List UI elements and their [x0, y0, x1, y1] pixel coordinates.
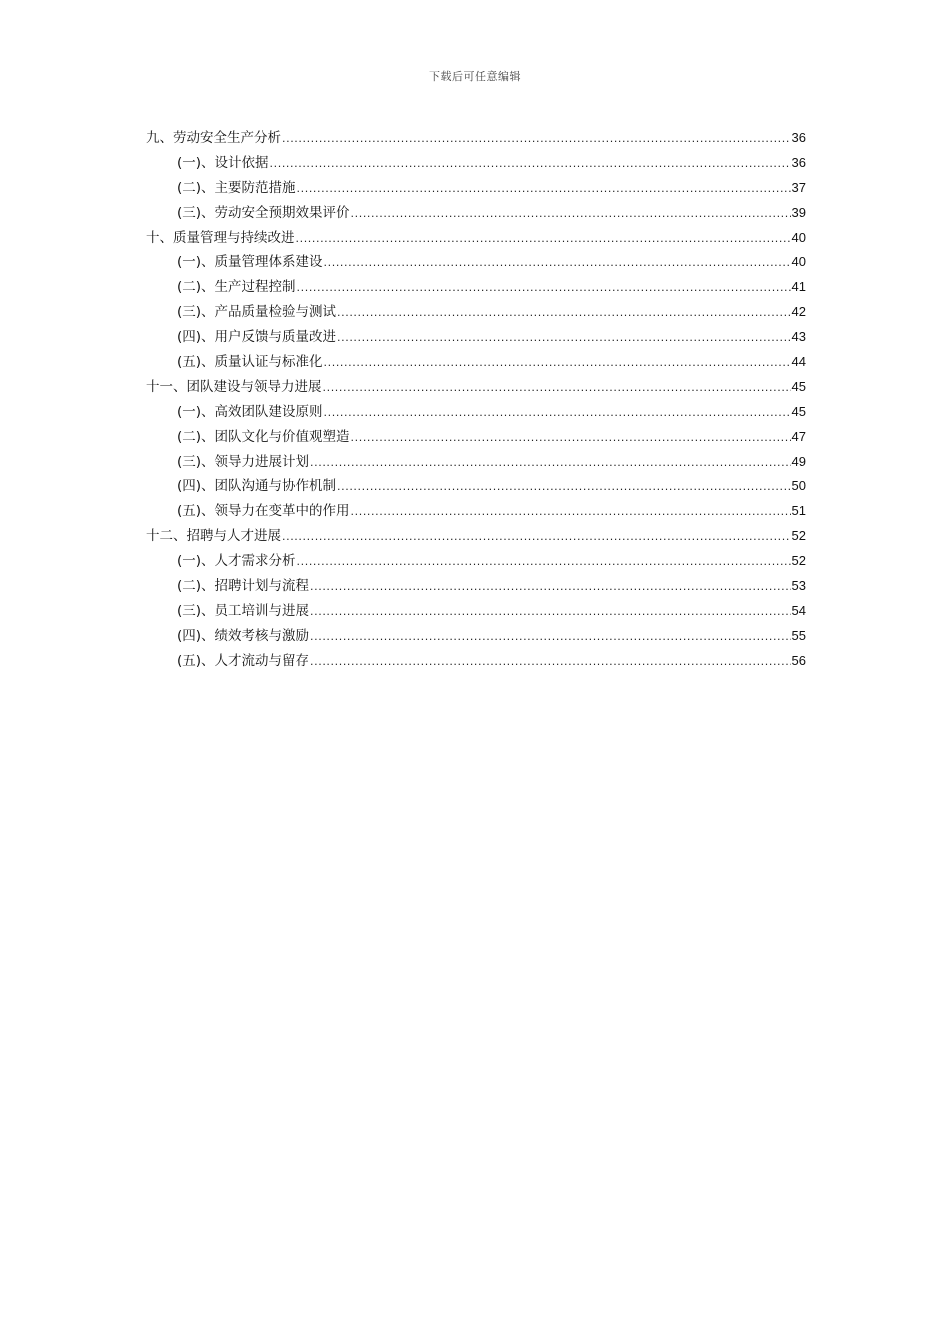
toc-dot-leader	[324, 351, 791, 376]
toc-dot-leader	[323, 376, 791, 401]
toc-page-number: 43	[791, 329, 806, 345]
toc-entry-title: (一)、高效团队建设原则	[177, 403, 323, 420]
toc-page-number: 36	[791, 154, 806, 170]
toc-page-number: 49	[791, 453, 806, 469]
toc-page-number: 54	[791, 602, 806, 618]
toc-section-entry[interactable]	[146, 450, 806, 475]
toc-entry-title: (五)、人才流动与留存	[177, 652, 310, 669]
toc-section-entry[interactable]	[146, 325, 806, 350]
toc-dot-leader	[270, 152, 791, 177]
toc-dot-leader	[324, 401, 791, 426]
toc-entry-title: (二)、招聘计划与流程	[177, 578, 310, 595]
toc-section-entry[interactable]	[146, 300, 806, 325]
toc-dot-leader	[310, 600, 790, 625]
toc-page-number: 45	[791, 378, 806, 394]
toc-page-number: 50	[791, 478, 806, 494]
toc-dot-leader	[324, 251, 791, 276]
toc-dot-leader	[310, 575, 790, 600]
toc-chapter-entry[interactable]	[146, 375, 806, 400]
toc-entry-title: (三)、员工培训与进展	[177, 602, 310, 619]
toc-page-number: 47	[791, 428, 806, 444]
toc-page-number: 44	[791, 354, 806, 370]
toc-dot-leader	[351, 426, 791, 451]
toc-section-entry[interactable]	[146, 499, 806, 524]
toc-dot-leader	[310, 650, 790, 675]
toc-section-entry[interactable]	[146, 549, 806, 574]
toc-page-number: 55	[791, 627, 806, 643]
toc-entry-title: (四)、绩效考核与激励	[177, 627, 310, 644]
toc-entry-title: (一)、人才需求分析	[177, 553, 296, 570]
toc-chapter-entry[interactable]	[146, 126, 806, 151]
toc-page-number: 52	[791, 528, 806, 544]
toc-dot-leader	[351, 202, 791, 227]
toc-dot-leader	[337, 475, 790, 500]
toc-section-entry[interactable]	[146, 176, 806, 201]
toc-page-number: 40	[791, 254, 806, 270]
toc-entry-title: (三)、领导力进展计划	[177, 453, 310, 470]
toc-dot-leader	[297, 177, 791, 202]
toc-section-entry[interactable]	[146, 400, 806, 425]
toc-dot-leader	[351, 500, 791, 525]
toc-section-entry[interactable]	[146, 201, 806, 226]
toc-entry-title: (二)、主要防范措施	[177, 179, 296, 196]
toc-entry-title: (三)、劳动安全预期效果评价	[177, 204, 350, 221]
toc-page-number: 41	[791, 279, 806, 295]
toc-page-number: 51	[791, 503, 806, 519]
toc-section-entry[interactable]	[146, 574, 806, 599]
toc-section-entry[interactable]	[146, 350, 806, 375]
toc-dot-leader	[282, 525, 791, 550]
toc-section-entry[interactable]	[146, 474, 806, 499]
toc-entry-title: (五)、质量认证与标准化	[177, 354, 323, 371]
toc-dot-leader	[310, 451, 790, 476]
toc-section-entry[interactable]	[146, 649, 806, 674]
toc-section-entry[interactable]	[146, 425, 806, 450]
toc-page-number: 52	[791, 553, 806, 569]
toc-page-number: 39	[791, 204, 806, 220]
toc-entry-title: 十一、团队建设与领导力进展	[146, 378, 322, 395]
toc-dot-leader	[282, 127, 791, 152]
toc-page-number: 53	[791, 578, 806, 594]
toc-entry-title: 九、劳动安全生产分析	[146, 130, 281, 146]
toc-dot-leader	[310, 625, 790, 650]
toc-entry-title: (二)、生产过程控制	[177, 279, 296, 296]
toc-entry-title: (四)、团队沟通与协作机制	[177, 478, 337, 495]
toc-dot-leader	[337, 301, 790, 326]
toc-entry-title: (五)、领导力在变革中的作用	[177, 503, 350, 520]
toc-section-entry[interactable]	[146, 250, 806, 275]
table-of-contents	[146, 126, 806, 674]
toc-page-number: 42	[791, 304, 806, 320]
toc-section-entry[interactable]	[146, 151, 806, 176]
toc-dot-leader	[297, 550, 791, 575]
toc-page-number: 36	[791, 130, 806, 145]
toc-dot-leader	[297, 276, 791, 301]
toc-page-number: 56	[791, 652, 806, 668]
toc-dot-leader	[337, 326, 790, 351]
toc-entry-title: (二)、团队文化与价值观塑造	[177, 428, 350, 445]
toc-page-number: 45	[791, 403, 806, 419]
page-header: 下载后可任意编辑	[429, 70, 521, 83]
toc-chapter-entry[interactable]	[146, 226, 806, 251]
toc-entry-title: 十、质量管理与持续改进	[146, 229, 295, 246]
toc-entry-title: (四)、用户反馈与质量改进	[177, 329, 337, 346]
toc-chapter-entry[interactable]	[146, 524, 806, 549]
toc-dot-leader	[296, 227, 791, 252]
toc-entry-title: (一)、设计依据	[177, 154, 269, 171]
toc-entry-title: 十二、招聘与人才进展	[146, 528, 281, 545]
toc-page-number: 37	[791, 179, 806, 195]
toc-page-number: 40	[791, 229, 806, 245]
toc-section-entry[interactable]	[146, 599, 806, 624]
toc-section-entry[interactable]	[146, 624, 806, 649]
toc-section-entry[interactable]	[146, 275, 806, 300]
toc-entry-title: (三)、产品质量检验与测试	[177, 304, 337, 321]
toc-entry-title: (一)、质量管理体系建设	[177, 254, 323, 271]
